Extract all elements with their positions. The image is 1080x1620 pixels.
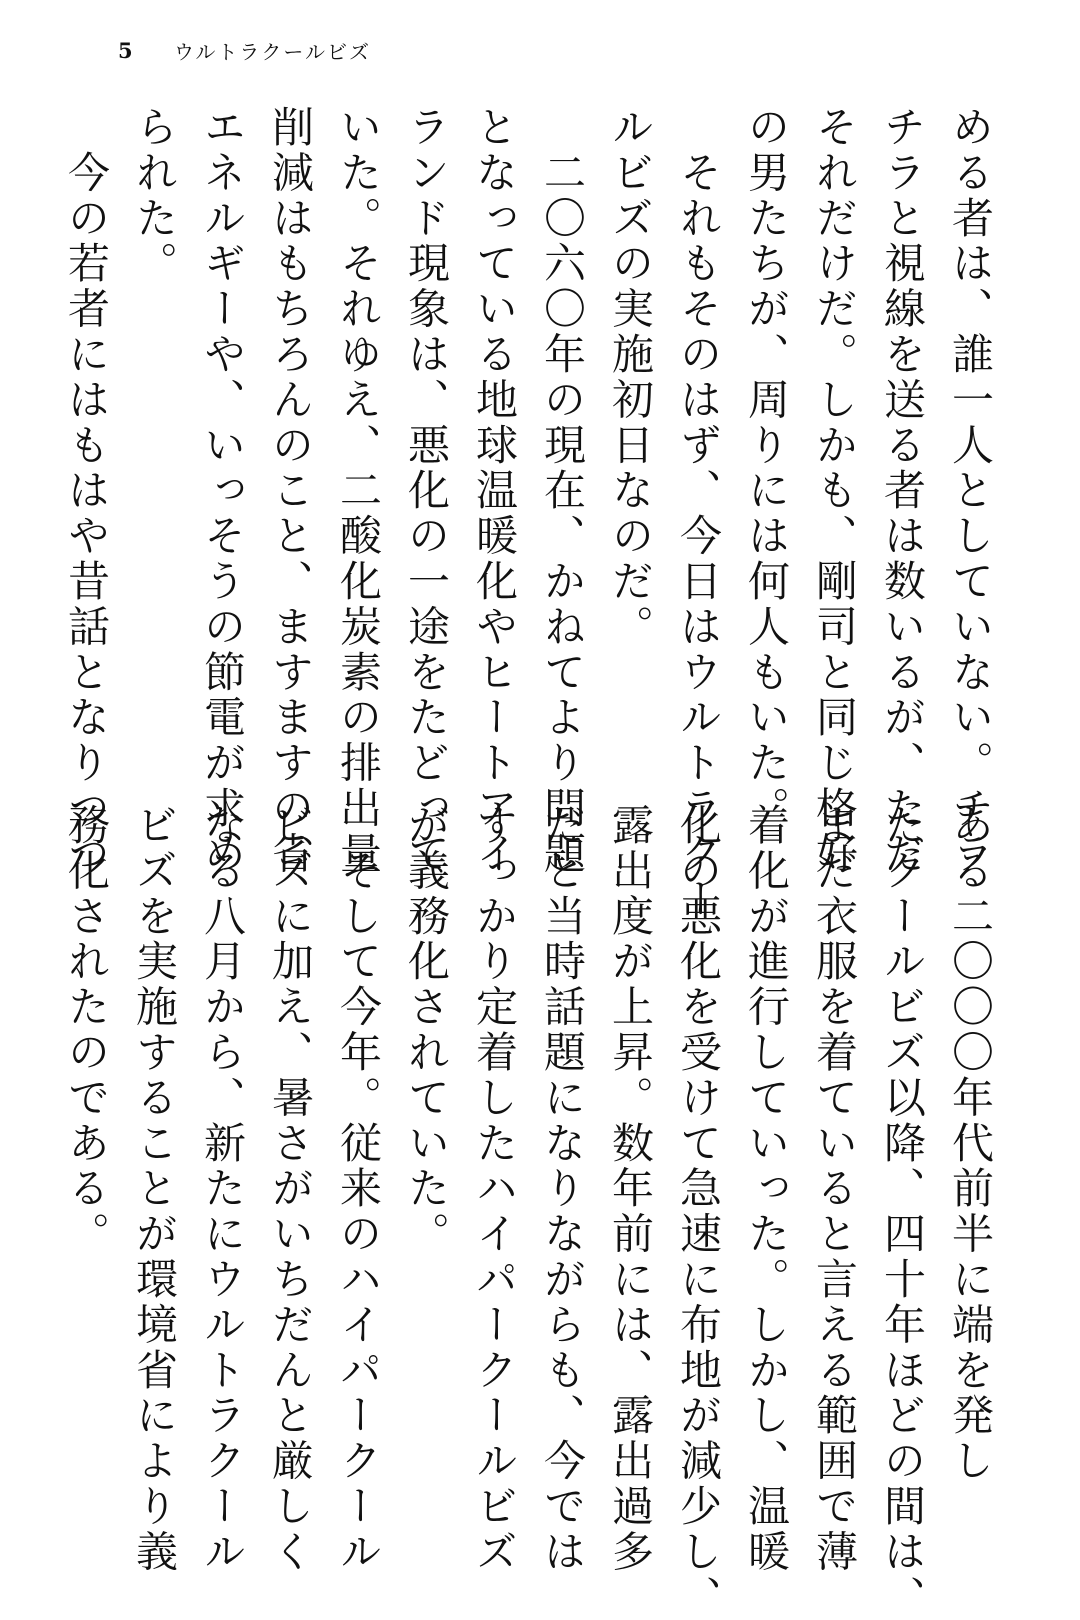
text-column: となっている地球温暖化やヒートアイ	[470, 105, 519, 877]
text-column: ビズを実施することが環境省により義	[130, 803, 179, 1575]
text-column: それだけだ。しかも、剛司と同じ格好	[810, 105, 859, 877]
text-column: 削減はもちろんのこと、ますますの省	[266, 105, 315, 877]
text-column: ランド現象は、悪化の一途をたどって	[402, 105, 451, 877]
text-column: の男たちが、周りには何人もいた。	[742, 105, 791, 832]
text-block-top	[52, 105, 1004, 923]
text-column: それもそのはず、今日はウルトラクー	[674, 105, 723, 923]
text-column: そして今年。従来のハイパークール	[334, 803, 383, 1575]
text-column: 露出度が上昇。数年前には、露出過多	[606, 803, 655, 1575]
text-column: 今の若者にはもはや昔話となりつつ	[62, 105, 111, 877]
text-column: チラと視線を送る者は数いるが、ただ	[878, 105, 927, 877]
text-column: いた。それゆえ、二酸化炭素の排出量	[334, 105, 383, 877]
text-column: エネルギーや、いっそうの節電が求め	[198, 105, 247, 877]
text-column: なる八月から、新たにウルトラクール	[198, 803, 247, 1575]
text-column: 化の悪化を受けて急速に布地が減少し、	[674, 803, 723, 1620]
text-column: める者は、誰一人としていない。チラ	[946, 105, 995, 877]
text-column: 着化が進行していった。しかし、温暖	[742, 803, 791, 1575]
text-column: すっかり定着したハイパークールビズ	[470, 803, 519, 1575]
text-column: ルビズの実施初日なのだ。	[606, 105, 655, 650]
text-column: 務化されたのである。	[62, 803, 111, 1257]
text-column: られた。	[130, 105, 179, 287]
running-title: ウルトラクールビズ	[174, 39, 371, 64]
page-number: 5	[118, 37, 134, 63]
text-block-bottom	[52, 803, 1004, 1620]
text-column: だと当時話題になりながらも、今では	[538, 803, 587, 1575]
text-column: ある二〇〇〇年代前半に端を発し	[946, 803, 995, 1484]
text-column: が義務化されていた。	[402, 803, 451, 1257]
text-column: たクールビズ以降、四十年ほどの間は、	[878, 803, 927, 1620]
text-column: ビズに加え、暑さがいちだんと厳しく	[266, 803, 315, 1575]
page-header	[118, 34, 371, 66]
text-column: まだ衣服を着ていると言える範囲で薄	[810, 803, 859, 1575]
text-column: 二〇六〇年の現在、かねてより問題	[538, 105, 587, 877]
